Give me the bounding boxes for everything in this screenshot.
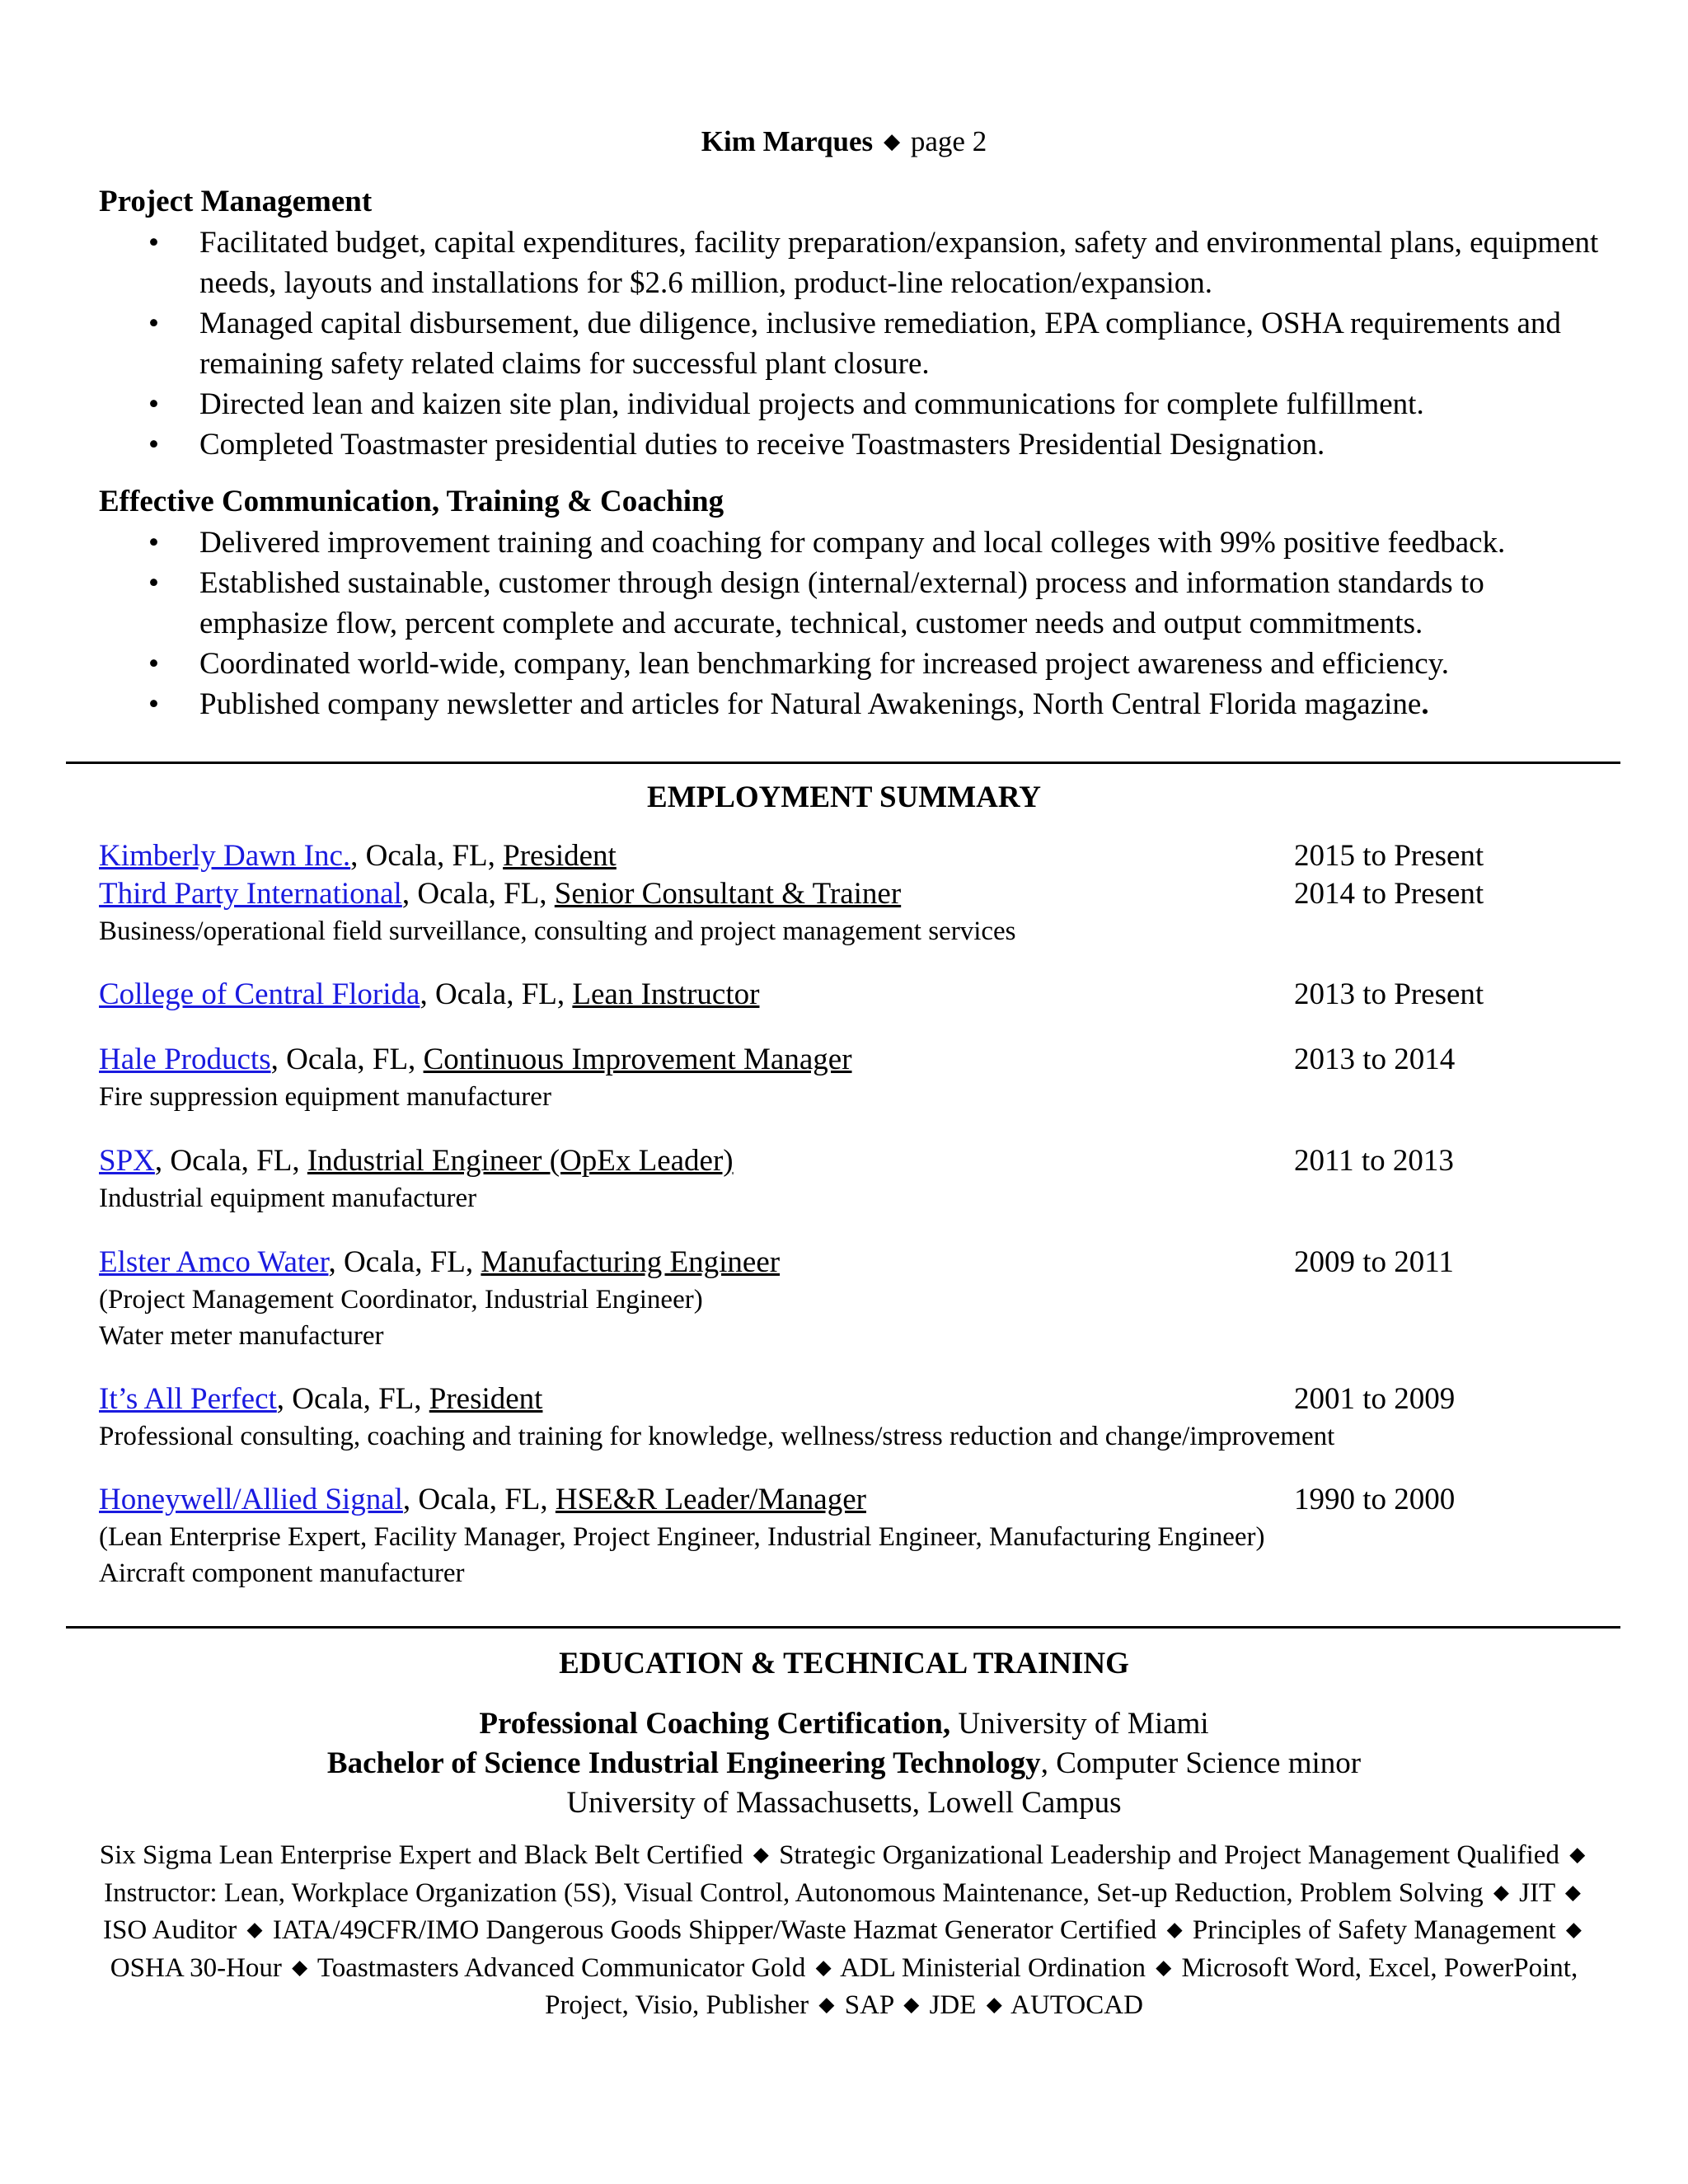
job-entry: Hale Products, Ocala, FL, Continuous Improvement Manager 2013 to 2014 Fire suppression equipment manufacturer	[99, 1041, 1582, 1115]
diamond-separator-icon: ◆	[903, 1994, 920, 2016]
company-link[interactable]: Kimberly Dawn Inc.	[99, 839, 351, 873]
list-item: • Published company newsletter and articles for Natural Awakenings, North Central Florida magazine.	[99, 684, 1615, 724]
job-title: Senior Consultant & Trainer	[554, 877, 902, 911]
diamond-separator-icon: ◆	[246, 1919, 263, 1941]
bullet-list	[99, 223, 1615, 465]
certification-item: ADL Ministerial Ordination	[840, 1952, 1146, 1983]
job-years: 2014 to Present	[1294, 877, 1484, 911]
certification-item: Strategic Organizational Leadership and Project Management Qualified	[779, 1840, 1559, 1870]
section-heading: Effective Communication, Training & Coaching	[99, 485, 724, 518]
company-link[interactable]: Honeywell/Allied Signal	[99, 1483, 403, 1516]
list-item: • Delivered improvement training and coaching for company and local colleges with 99% positive feedback.	[99, 523, 1615, 563]
job-entry: SPX, Ocala, FL, Industrial Engineer (OpEx Leader) 2011 to 2013 Industrial equipment manufacturer	[99, 1142, 1582, 1216]
job-description: Business/operational field surveillance, consulting and project management services	[99, 916, 1016, 946]
list-item: • Managed capital disbursement, due diligence, inclusive remediation, EPA compliance, OSHA requirements and remaining safety related claims for successful plant closure.	[99, 303, 1615, 384]
diamond-separator-icon: ◆	[1493, 1881, 1509, 1904]
job-title: Lean Instructor	[572, 977, 760, 1011]
job-years: 2013 to 2014	[1294, 1043, 1456, 1076]
job-description: Professional consulting, coaching and training for knowledge, wellness/stress reduction and change/improvement	[99, 1422, 1335, 1451]
job-entry: College of Central Florida, Ocala, FL, Lean Instructor 2013 to Present	[99, 976, 1582, 1014]
job-years: 2011 to 2013	[1294, 1144, 1454, 1178]
bold-period: .	[1421, 687, 1429, 721]
job-description: (Lean Enterprise Expert, Facility Manager, Project Engineer, Industrial Engineer, Manufacturing Engineer)	[99, 1522, 1265, 1552]
diamond-separator-icon: ◆	[1166, 1919, 1183, 1941]
bullet-icon: •	[148, 647, 159, 681]
project-management-section	[99, 181, 1615, 465]
job-title: Continuous Improvement Manager	[423, 1043, 852, 1076]
bullet-icon: •	[148, 428, 159, 462]
job-title: Industrial Engineer (OpEx Leader)	[307, 1144, 734, 1178]
page-number: page 2	[910, 125, 987, 157]
certification-item: Instructor: Lean, Workplace Organization (5S), Visual Control, Autonomous Maintenance, Set-up Reduction, Problem Solving	[104, 1877, 1484, 1908]
job-entry: It’s All Perfect, Ocala, FL, President 2001 to 2009 Professional consulting, coaching and training for knowledge, wellness/stress reduction and change/improvement	[99, 1380, 1582, 1455]
page-header	[0, 124, 1688, 162]
diamond-separator-icon: ◆	[1564, 1881, 1581, 1904]
employment-heading: EMPLOYMENT SUMMARY	[647, 780, 1041, 814]
job-entry: Honeywell/Allied Signal, Ocala, FL, HSE&R Leader/Manager 1990 to 2000 (Lean Enterprise Expert, Facility Manager, Project Engineer, Industrial Engineer, Manufacturing Engineer) Aircraft component manufacturer	[99, 1481, 1582, 1591]
job-title: Manufacturing Engineer	[481, 1245, 781, 1279]
job-entry: Elster Amco Water, Ocala, FL, Manufacturing Engineer 2009 to 2011 (Project Management Coordinator, Industrial Engineer) Water meter manufacturer	[99, 1244, 1582, 1354]
job-title: HSE&R Leader/Manager	[555, 1483, 866, 1516]
certification-item: SAP	[844, 1990, 894, 2020]
company-link[interactable]: Hale Products	[99, 1043, 271, 1076]
divider	[66, 1626, 1620, 1629]
certification-item: Six Sigma Lean Enterprise Expert and Black Belt Certified	[99, 1840, 743, 1870]
diamond-separator-icon: ◆	[986, 1994, 1002, 2016]
diamond-separator-icon: ◆	[753, 1844, 769, 1866]
certification-item: Toastmasters Advanced Communicator Gold	[316, 1952, 806, 1983]
bullet-icon: •	[148, 226, 159, 260]
job-description: Fire suppression equipment manufacturer	[99, 1082, 551, 1112]
job-description: Aircraft component manufacturer	[99, 1558, 465, 1588]
communication-section	[99, 481, 1615, 724]
diamond-separator-icon: ◆	[292, 1956, 308, 1979]
certification-item: Principles of Safety Management	[1192, 1915, 1556, 1945]
diamond-separator-icon: ◆	[883, 129, 901, 153]
job-years: 2001 to 2009	[1294, 1382, 1456, 1416]
degree: Bachelor of Science Industrial Engineering Technology, Computer Science minor	[326, 1746, 1362, 1780]
job-years: 2009 to 2011	[1294, 1245, 1454, 1279]
diamond-separator-icon: ◆	[1156, 1956, 1172, 1979]
certification-item: IATA/49CFR/IMO Dangerous Goods Shipper/Waste Hazmat Generator Certified	[272, 1915, 1157, 1945]
certification-item: Microsoft Word, Excel, PowerPoint, Project, Visio, Publisher	[545, 1952, 1578, 2020]
job-years: 2015 to Present	[1294, 839, 1484, 873]
coaching-certification: Professional Coaching Certification, University of Miami	[479, 1707, 1209, 1741]
divider	[66, 762, 1620, 764]
diamond-separator-icon: ◆	[815, 1956, 832, 1979]
school: University of Massachusetts, Lowell Campus	[566, 1786, 1122, 1820]
education-heading: EDUCATION & TECHNICAL TRAINING	[559, 1647, 1129, 1680]
job-years: 1990 to 2000	[1294, 1483, 1456, 1516]
certifications-paragraph	[91, 1838, 1597, 2026]
certification-item: JIT	[1519, 1877, 1555, 1908]
company-link[interactable]: SPX	[99, 1144, 155, 1178]
bullet-icon: •	[148, 526, 159, 560]
list-item: • Directed lean and kaizen site plan, individual projects and communications for complete fulfillment.	[99, 384, 1615, 424]
company-link[interactable]: Third Party International	[99, 877, 402, 911]
diamond-separator-icon: ◆	[818, 1994, 835, 2016]
certification-item: AUTOCAD	[1010, 1990, 1143, 2020]
header-name: Kim Marques	[701, 125, 874, 157]
job-description: Water meter manufacturer	[99, 1321, 384, 1351]
certification-item: ISO Auditor	[103, 1915, 237, 1945]
bullet-icon: •	[148, 387, 159, 421]
bullet-icon: •	[148, 687, 159, 721]
list-item: • Facilitated budget, capital expenditures, facility preparation/expansion, safety and environmental plans, equipment needs, layouts and installations for $2.6 million, product-line relocation/expansion.	[99, 223, 1615, 303]
job-years: 2013 to Present	[1294, 977, 1484, 1011]
job-entry: Kimberly Dawn Inc., Ocala, FL, President 2015 to Present	[99, 837, 1582, 875]
list-item: • Completed Toastmaster presidential duties to receive Toastmasters Presidential Designation.	[99, 424, 1615, 465]
company-link[interactable]: College of Central Florida	[99, 977, 420, 1011]
list-item: • Coordinated world-wide, company, lean benchmarking for increased project awareness and efficiency.	[99, 644, 1615, 684]
company-link[interactable]: It’s All Perfect	[99, 1382, 277, 1416]
job-entry: Third Party International, Ocala, FL, Senior Consultant & Trainer 2014 to Present Business/operational field surveillance, consulting and project management services	[99, 875, 1582, 949]
certification-item: OSHA 30-Hour	[110, 1952, 282, 1983]
job-description: (Project Management Coordinator, Industrial Engineer)	[99, 1285, 703, 1315]
company-link[interactable]: Elster Amco Water	[99, 1245, 329, 1279]
certification-item: JDE	[929, 1990, 977, 2020]
bullet-icon: •	[148, 307, 159, 340]
section-heading: Project Management	[99, 185, 373, 218]
diamond-separator-icon: ◆	[1569, 1844, 1586, 1866]
job-description: Industrial equipment manufacturer	[99, 1183, 477, 1213]
list-item: • Established sustainable, customer through design (internal/external) process and information standards to emphasize flow, percent complete and accurate, technical, customer needs and output commitments.	[99, 563, 1615, 644]
job-title: President	[503, 839, 617, 873]
bullet-list	[99, 523, 1615, 724]
diamond-separator-icon: ◆	[1565, 1919, 1582, 1941]
job-title: President	[429, 1382, 543, 1416]
bullet-icon: •	[148, 566, 159, 600]
